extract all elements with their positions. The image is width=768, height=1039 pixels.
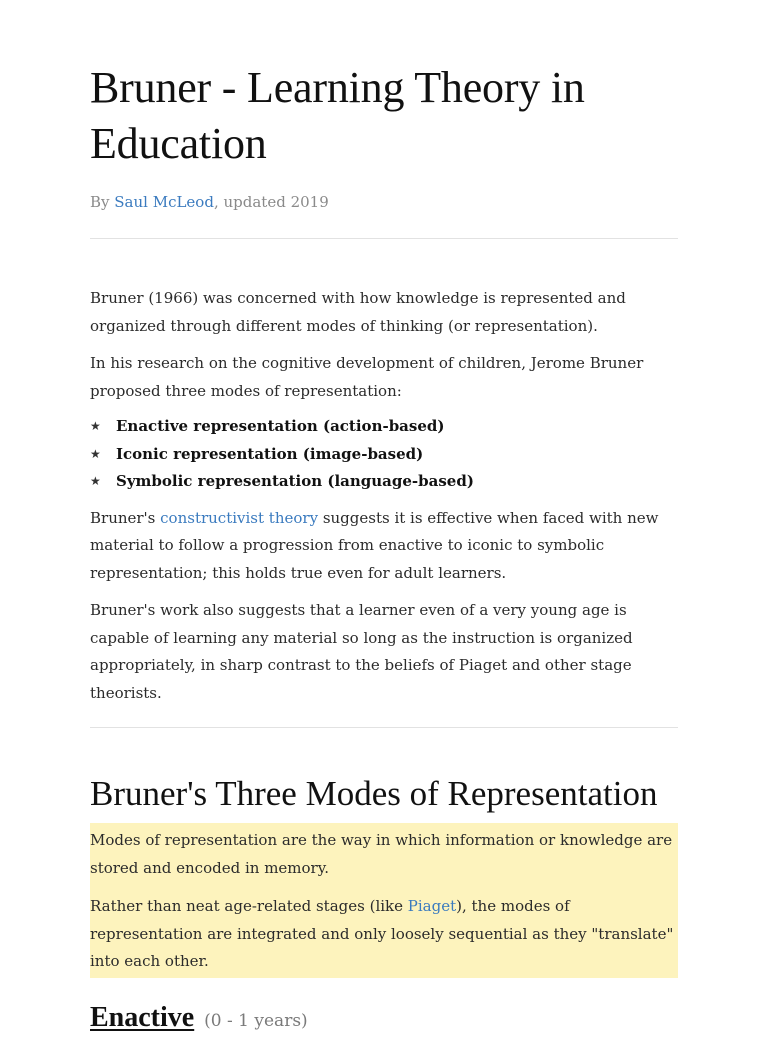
young-learner-paragraph: Bruner's work also suggests that a learner even of a very young age is capable of learning any material so long as the instruction is organized appropriately, in sharp contrast to the beliefs of Piaget and other stage theorists. (90, 601, 633, 702)
highlight-box (90, 823, 678, 978)
age-range: (0 - 1 years) (204, 1010, 308, 1031)
section-heading: Bruner's Three Modes of Representation (90, 774, 658, 813)
piaget-link[interactable]: Piaget (407, 897, 457, 915)
constructivist-theory-link[interactable]: constructivist theory (160, 508, 319, 527)
star-bullet-icon: ★ (90, 419, 101, 433)
page-title: Bruner - Learning Theory in Education (90, 63, 585, 168)
paragraph-text: suggests it is effective when faced with new material to follow a progression from enactive to iconic to symbolic representation; this holds true even for adult learners. (90, 508, 659, 582)
list-item (90, 441, 678, 469)
article (90, 0, 678, 1039)
list-item (90, 413, 678, 441)
highlight-paragraph-1: Modes of representation are the way in which information or knowledge are stored and encoded in memory. (90, 831, 673, 877)
byline-prefix: By (90, 193, 115, 211)
intro-paragraph-2: In his research on the cognitive development of children, Jerome Bruner proposed three modes of representation: (90, 354, 644, 400)
enactive-heading: Enactive (90, 1001, 195, 1033)
highlight-paragraph-2 (90, 893, 678, 976)
paragraph-text: Rather than neat age-related stages (like (90, 897, 408, 915)
list-item (90, 468, 678, 496)
divider (90, 238, 678, 239)
author-link[interactable]: Saul McLeod (114, 193, 214, 211)
paragraph-text: ), the modes of representation are integrated and only loosely sequential as they "translate" into each other. (90, 897, 674, 970)
star-bullet-icon: ★ (90, 474, 101, 488)
modes-list (90, 413, 678, 496)
byline-updated: , updated 2019 (213, 193, 329, 211)
star-bullet-icon: ★ (90, 446, 101, 461)
divider (90, 727, 678, 728)
mode-symbolic: Symbolic representation (language-based) (116, 472, 474, 490)
intro-paragraph-1: Bruner (1966) was concerned with how knowledge is represented and organized through different modes of thinking (or representation). (90, 289, 626, 335)
subsection-heading (90, 1000, 678, 1039)
mode-iconic: Iconic representation (image-based) (116, 444, 424, 463)
paragraph-text: Bruner's (90, 508, 161, 527)
constructivist-paragraph (90, 505, 678, 588)
byline (90, 192, 678, 212)
mode-enactive: Enactive representation (action-based) (116, 417, 445, 435)
